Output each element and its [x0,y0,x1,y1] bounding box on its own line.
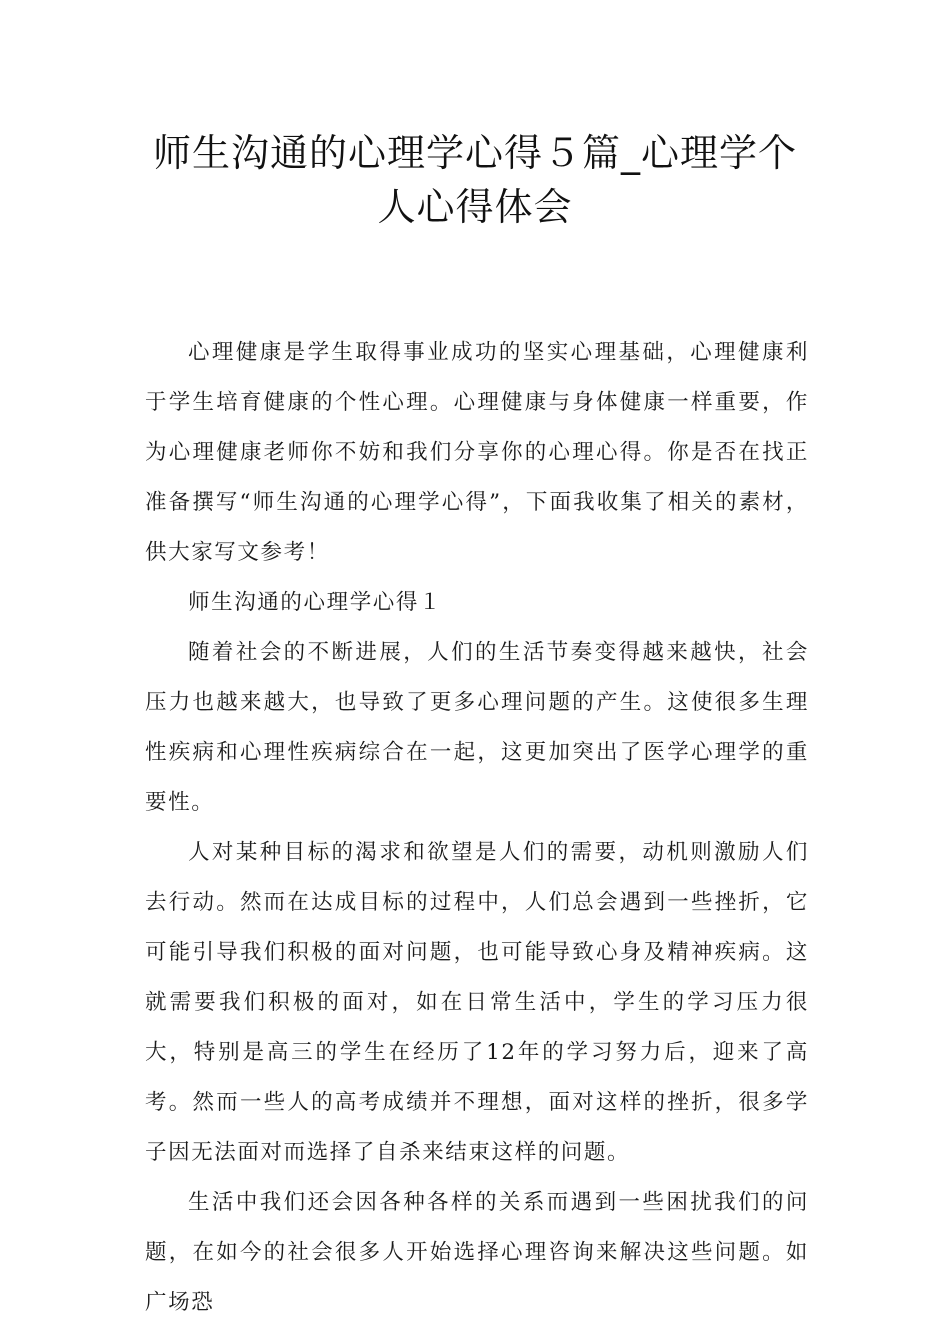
document-body [145,328,809,1328]
document-title: 师生沟通的心理学心得５篇_心理学个人心得体会 [152,131,797,229]
body-paragraph: 随着社会的不断进展，人们的生活节奏变得越来越快，社会压力也越来越大，也导致了更多心理问题的产生。这使很多生理性疾病和心理性疾病综合在一起，这更加突出了医学心理学的重要性。 [145,640,809,815]
intro-paragraph: 心理健康是学生取得事业成功的坚实心理基础，心理健康利于学生培育健康的个性心理。心理健康与身体健康一样重要，作为心理健康老师你不妨和我们分享你的心理心得。你是否在找正准备撰写“师生沟通的心理学心得”，下面我收集了相关的素材，供大家写文参考！ [145,340,809,565]
body-paragraph: 人对某种目标的渴求和欲望是人们的需要，动机则激励人们去行动。然而在达成目标的过程中，人们总会遇到一些挫折，它可能引导我们积极的面对问题，也可能导致心身及精神疾病。这就需要我们积极的面对，如在日常生活中，学生的学习压力很大，特别是高三的学生在经历了12年的学习努力后，迎来了高考。然而一些人的高考成绩并不理想，面对这样的挫折，很多学子因无法面对而选择了自杀来结束这样的问题。 [145,840,809,1165]
section-heading: 师生沟通的心理学心得１ [188,590,443,615]
body-paragraph: 生活中我们还会因各种各样的关系而遇到一些困扰我们的问题，在如今的社会很多人开始选择心理咨询来解决这些问题。如广场恐 [145,1190,809,1315]
